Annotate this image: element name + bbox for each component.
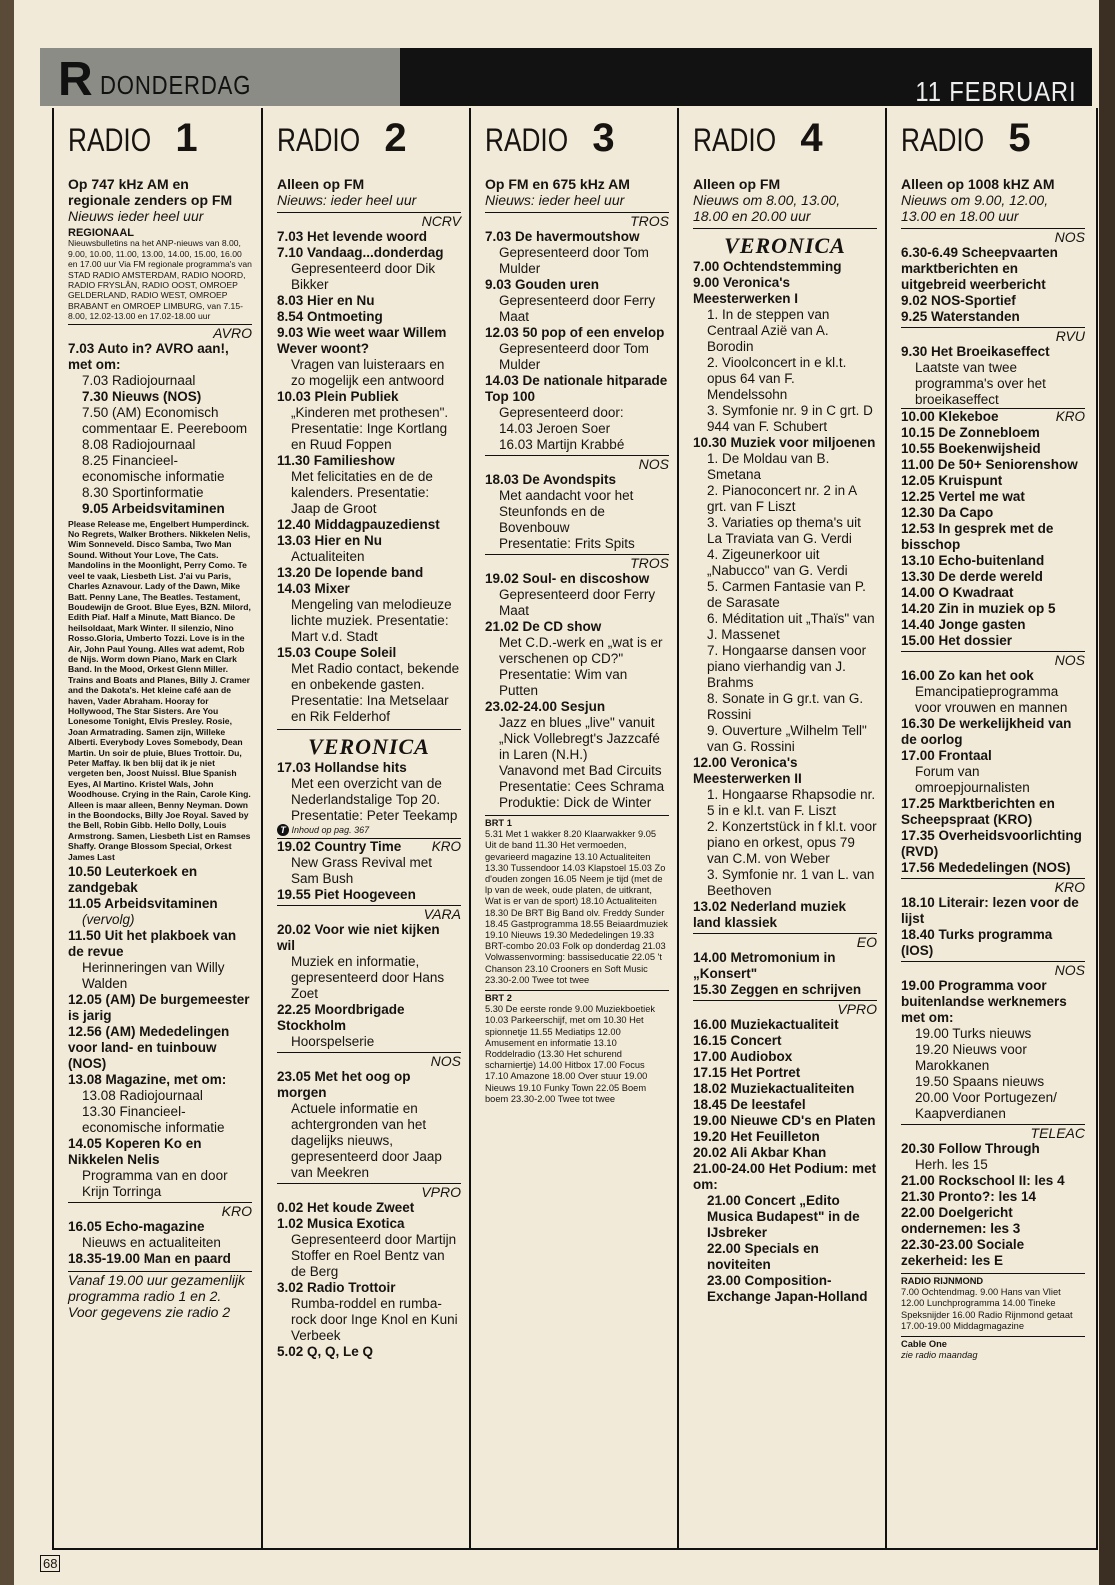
program-entry: 23.05 Met het oog op morgen — [277, 1069, 411, 1100]
program-entry: 14.00 Metromonium in „Konsert" — [693, 950, 836, 981]
program-entry: 22.00 Doelgericht ondernemen: les 3 — [901, 1205, 1021, 1236]
program-desc: Vragen van luisteraars en zo mogelijk een antwoord — [291, 357, 445, 388]
program-entry: 10.30 Muziek voor miljoenen — [693, 435, 876, 450]
program-desc: Nieuws en actualiteiten — [82, 1235, 221, 1251]
sub-entry: 8.30 Sportinformatie — [82, 484, 204, 500]
program-desc: Gepresenteerd door: — [499, 405, 624, 420]
radio1-note: Vanaf 19.00 uur gezamenlijk programma radio 1 en 2. Voor gegevens zie radio 2 — [68, 1271, 252, 1320]
brt2-text: 5.30 De eerste ronde 9.00 Muziekboetiek 10.03 Parkeerschijf, met om 10.30 Het spionnetje 11.55 Mediatips 12.00 Amusement en informatie 13.10 Roddelradio (13.30 Het schurend scharniertje) 14.00 Hitbox 17.00 Focus 17.10 Amazone 18.00 Over stuur 19.00 Nieuws 19.10 Funky Town 22.05 Boem boem 23.30-2.00 Twee tot twee — [485, 1004, 656, 1104]
broadcaster-tag: KRO — [1055, 409, 1085, 424]
program-desc: Produktie: Dick de Winter — [499, 795, 652, 810]
radio4-news: Nieuws om 8.00, 13.00, 18.00 en 20.00 uur — [693, 192, 841, 224]
page-edge-left — [0, 0, 14, 1585]
program-desc: Presentatie: Cees Schrama — [499, 779, 665, 794]
program-entry: 16.00 Muziekactualiteit — [693, 1017, 839, 1032]
regional-heading: REGIONAAL — [68, 227, 134, 239]
station-number: 4 — [800, 116, 823, 160]
sub-entry: 9. Ouverture „Wilhelm Tell" van G. Rossini — [707, 723, 867, 754]
radio2-news: Nieuws: ieder heel uur — [277, 192, 417, 208]
radio3-news: Nieuws: ieder heel uur — [485, 192, 625, 208]
program-entry: 9.02 NOS-Sportief — [901, 293, 1016, 308]
program-desc: Vanavond met Bad Circuits — [499, 763, 662, 778]
sub-entry: 13.08 Radiojournaal — [82, 1088, 203, 1104]
program-entry: 8.54 Ontmoeting — [277, 309, 383, 324]
brt2-heading: BRT 2 — [485, 993, 512, 1004]
program-entry: 19.55 Piet Hoogeveen — [277, 887, 416, 902]
program-entry: 13.03 Hier en Nu — [277, 533, 383, 548]
regional-block — [68, 228, 252, 322]
program-entry: 5.02 Q, Q, Le Q — [277, 1344, 374, 1359]
program-entry: 11.05 Arbeidsvitaminen — [68, 896, 218, 912]
content-reference-text: Inhoud op pag. 367 — [291, 825, 370, 835]
station-name: RADIO — [693, 122, 777, 158]
radio1-news: Nieuws ieder heel uur — [68, 208, 204, 224]
broadcaster-tag: TELEAC — [901, 1124, 1085, 1141]
date-label: 11 FEBRUARI — [914, 76, 1076, 107]
program-entry: 9.03 Wie weet waar Willem Wever woont? — [277, 325, 447, 356]
program-entry: 0.02 Het koude Zweet — [277, 1200, 415, 1215]
sub-entry: 1. In de steppen van Centraal Azië van A. Borodin — [707, 307, 830, 354]
program-desc: Hoorspelserie — [291, 1034, 375, 1049]
broadcaster-tag: RVU — [901, 327, 1085, 344]
program-entry: 20.02 Ali Akbar Khan — [693, 1145, 827, 1160]
sub-entry: 8. Sonate in G gr.t. van G. Rossini — [707, 691, 864, 722]
program-desc: Gepresenteerd door Tom Mulder — [499, 245, 649, 276]
station-name: RADIO — [485, 122, 569, 158]
program-desc: Gepresenteerd door Ferry Maat — [499, 293, 656, 324]
program-entry: 18.02 Muziekactualiteiten — [693, 1081, 855, 1096]
content-reference — [277, 824, 461, 836]
sub-entry: 8.25 Financieel-economische informatie — [82, 452, 225, 484]
broadcaster-tag: NOS — [485, 455, 669, 472]
program-entry: 21.00 Rockschool II: les 4 — [901, 1173, 1065, 1188]
program-entry: 16.15 Concert — [693, 1033, 782, 1048]
radio3-frequency: Op FM en 675 kHz AM — [485, 176, 630, 192]
sub-entry: 4. Zigeunerkoor uit „Nabucco" van G. Verdi — [707, 547, 848, 578]
program-entry: 9.03 Gouden uren — [485, 277, 600, 292]
sub-entry: 23.00 Composition-Exchange Japan-Holland — [707, 1273, 868, 1304]
radio5-column — [887, 108, 1093, 1548]
program-entry: 19.00 Programma voor buitenlandse werknemers met om: — [901, 978, 1067, 1025]
program-desc: „Kinderen met prothesen". Presentatie: Inge Kortlang en Ruud Foppen — [291, 405, 449, 452]
program-desc: Herinneringen van Willy Walden — [82, 960, 225, 992]
program-entry: 14.03 Mixer — [277, 581, 350, 596]
program-entry: 12.56 (AM) Mededelingen voor land- en tuinbouw (NOS) — [68, 1024, 230, 1072]
radio4-column — [679, 108, 885, 1548]
program-entry: 10.00 Klekeboe — [901, 409, 999, 424]
program-entry: 7.03 Auto in? AVRO aan!, met om: — [68, 340, 229, 372]
broadcaster-tag: KRO — [901, 878, 1085, 895]
station-name: RADIO — [277, 122, 361, 158]
sub-entry: 19.50 Spaans nieuws — [915, 1074, 1045, 1089]
program-entry: 18.10 Literair: lezen voor de lijst — [901, 895, 1079, 926]
radio2-column — [263, 108, 469, 1548]
broadcaster-tag: KRO — [431, 839, 461, 854]
brt1-text: 5.31 Met 1 wakker 8.20 Klaarwakker 9.05 Uit de band 11.30 Het vermoeden, gevarieerd magazine 13.10 Actualiteiten 13.30 Tussendoor 14.03 Klapstoel 15.03 Zo d'ouden zongen 16.05 Neem je tijd (met de lp van de week, oude platen, de uitkrant, Wat is er van de sport) 18.10 Actualiteiten 18.30 De BRT Big Band olv. Freddy Sunder 18.45 Gastprogramma 18.55 Beiaardmuziek 19.10 Nieuws 19.30 Mededelingen 19.33 BRT-combo 20.03 Folk op donderdag 21.03 Volwassenvorming: bassiseducatie 22.05 't Chanson 23.10 Crooners en Soft Music 23.30-2.00 Twee tot twee — [485, 829, 668, 985]
sub-entry: 7.03 Radiojournaal — [82, 372, 196, 388]
program-desc: Presentatie: Wim van Putten — [499, 667, 628, 698]
radio5-news: Nieuws om 9.00, 12.00, 13.00 en 18.00 uur — [901, 192, 1049, 224]
sub-entry: 6. Méditation uit „Thaïs" van J. Massenet — [707, 611, 875, 642]
radio3-heading — [485, 118, 669, 176]
sub-entry: 5. Carmen Fantasie van P. de Sarasate — [707, 579, 866, 610]
sub-entry: 20.00 Voor Portugezen/ Kaapverdianen — [915, 1090, 1057, 1121]
program-entry: 12.30 Da Capo — [901, 505, 994, 520]
program-entry: 10.50 Leuterkoek en zandgebak — [68, 864, 198, 896]
program-entry: 6.30-6.49 Scheepvaarten marktberichten en uitgebreid weerbericht — [901, 245, 1058, 292]
program-entry: 19.00 Nieuwe CD's en Platen — [693, 1113, 876, 1128]
program-entry: 14.40 Jonge gasten — [901, 617, 1026, 632]
program-entry: 15.30 Zeggen en schrijven — [693, 982, 862, 997]
sub-entry: 9.05 Arbeidsvitaminen — [82, 500, 225, 516]
program-desc: Rumba-roddel en rumba-rock door Inge Knol en Kuni Verbeek — [291, 1296, 458, 1343]
program-entry: 17.00 Audiobox — [693, 1049, 793, 1064]
program-desc: Gepresenteerd door Tom Mulder — [499, 341, 649, 372]
radio2-frequency: Alleen op FM — [277, 176, 365, 192]
program-desc: Jazz en blues „live" vanuit „Nick Vollebregt's Jazzcafé in Laren (N.H.) — [499, 715, 660, 762]
broadcaster-tag: VPRO — [277, 1183, 461, 1200]
program-entry: 21.02 De CD show — [485, 619, 602, 634]
sub-entry: 13.30 Financieel-economische informatie — [82, 1104, 225, 1136]
program-desc: Actualiteiten — [291, 549, 365, 564]
program-entry: 13.30 De derde wereld — [901, 569, 1043, 584]
sub-entry: 22.00 Specials en noviteiten — [707, 1241, 819, 1272]
broadcaster-tag: NOS — [901, 651, 1085, 668]
program-entry: 11.30 Familieshow — [277, 453, 395, 468]
program-desc: Programma van en door Krijn Torringa — [82, 1168, 228, 1200]
broadcaster-tag: NOS — [901, 961, 1085, 978]
program-entry: 17.35 Overheidsvoorlichting (RVD) — [901, 828, 1082, 859]
sub-entry: 14.03 Jeroen Soer — [499, 421, 611, 436]
page-header — [40, 48, 1092, 106]
program-entry: 17.15 Het Portret — [693, 1065, 801, 1080]
sub-entry: 8.08 Radiojournaal — [82, 436, 196, 452]
program-entry: 13.10 Echo-buitenland — [901, 553, 1045, 568]
program-desc: Met C.D.-werk en „wat is er verschenen op CD?" — [499, 635, 663, 666]
program-desc: (vervolg) — [82, 912, 135, 928]
program-desc: Muziek en informatie, gepresenteerd door Hans Zoet — [291, 954, 445, 1001]
program-entry: 18.03 De Avondspits — [485, 472, 617, 487]
program-entry: 7.00 Ochtendstemming — [693, 259, 842, 274]
program-entry: 9.00 Veronica's Meesterwerken I — [693, 275, 799, 306]
program-desc: Herh. les 15 — [915, 1157, 988, 1172]
program-entry: 18.40 Turks programma (IOS) — [901, 927, 1053, 958]
sub-entry: 21.00 Concert „Edito Musica Budapest" in de IJsbreker — [707, 1193, 860, 1240]
program-entry: 14.00 O Kwadraat — [901, 585, 1014, 600]
radio5-heading — [901, 118, 1085, 176]
program-entry: 3.02 Radio Trottoir — [277, 1280, 396, 1295]
broadcaster-tag: NCRV — [277, 212, 461, 229]
program-entry: 14.03 De nationale hitparade Top 100 — [485, 373, 668, 404]
program-desc: Gepresenteerd door Ferry Maat — [499, 587, 656, 618]
program-desc: New Grass Revival met Sam Bush — [291, 855, 433, 886]
song-list: Please Release me, Engelbert Humperdinck. No Regrets, Walker Brothers. Nikkelen Nelis, Wim Sonneveld. Disco Samba, Two Man Sound. Without Your Love, The Cats. Mandolins in the Moonlight, Perry Como. Te veel te vaak, Liesbeth List. J'ai vu Paris, Charles Aznavour. Lady of the Dawn, Mike Batt. Penny Lane, The Beatles. Testament, Boudewijn de Groot. Blue Eyes, BZN. Milord, Edith Piaf. Half a Minute, Matt Bianco. De heilsoldaat, Mark Winter. Il silenzio, Nino Rosso.Gloria, Umberto Tozzi. Love is in the Air, John Paul Young. Alles wat ademt, Rob de Nijs. Worm down Piano, Mark en Clark Band. In the Mood, Orkest Glenn Miller. Trains and Boats and Planes, Billy J. Cramer and the Dakota's. Het kleine café aan de haven, Vader Abraham. Hooray for Hollywood, The Star Sisters. Are You Lonesome Tonight, Elvis Presley. Rosie, Joan Armatrading. Samen zijn, Willeke Alberti. Everybody Loves Somebody, Dean Martin. Un soir de pluie, Blues Trottoir. Du, Peter Maffay. Ik ben blij dat ik je niet vergeten ben, Joost Nuissl. Blue Spanish Eyes, Al Martino. Kristel Wals, John Woodhouse. Crying in the Rain, Carole King. Alleen is maar alleen, Benny Neyman. Down in the Boondocks, Billy Joe Royal. Saved by the Bell, Robin Gibb. Hello Dolly, Louis Armstrong. Samen, Liesbeth List en Ramses Shaffy. Orange Blossom Special, Orkest James Last — [68, 518, 251, 862]
broadcaster-tag: TROS — [485, 212, 669, 229]
broadcaster-tag: VARA — [277, 905, 461, 922]
radio1-heading — [68, 118, 252, 176]
veronica-logo: VERONICA — [693, 228, 877, 259]
program-entry: 16.00 Zo kan het ook — [901, 668, 1034, 683]
program-entry: 19.20 Het Feuilleton — [693, 1129, 820, 1144]
program-entry: 12.05 (AM) De burgemeester is jarig — [68, 992, 250, 1024]
program-entry: 18.35-19.00 Man en paard — [68, 1251, 231, 1267]
cable-heading: Cable One — [901, 1339, 947, 1350]
program-entry: 20.02 Voor wie niet kijken wil — [277, 922, 440, 953]
program-entry: 10.55 Boekenwijsheid — [901, 441, 1041, 456]
station-number: 5 — [1008, 116, 1031, 160]
info-icon: T — [277, 824, 289, 836]
program-desc: Laatste van twee programma's over het broeikaseffect — [915, 360, 1046, 407]
brt2-block — [485, 990, 669, 1105]
program-entry: 12.03 50 pop of een envelop — [485, 325, 665, 340]
program-entry: 23.02-24.00 Sesjun — [485, 699, 606, 714]
broadcaster-tag: NOS — [901, 228, 1085, 245]
sub-entry: 19.20 Nieuws voor Marokkanen — [915, 1042, 1027, 1073]
broadcaster-tag: TROS — [485, 554, 669, 571]
program-entry: 11.00 De 50+ Seniorenshow — [901, 457, 1078, 472]
sub-entry: 3. Symfonie nr. 1 van L. van Beethoven — [707, 867, 875, 898]
brt1-block — [485, 815, 669, 986]
program-entry: 14.20 Zin in muziek op 5 — [901, 601, 1056, 616]
rijnmond-block — [901, 1273, 1085, 1332]
program-entry: 19.02 Country Time — [277, 839, 402, 854]
program-entry: 15.03 Coupe Soleil — [277, 645, 397, 660]
program-entry: 22.30-23.00 Sociale zekerheid: les E — [901, 1237, 1025, 1268]
program-entry: 12.05 Kruispunt — [901, 473, 1003, 488]
broadcaster-tag: KRO — [68, 1202, 252, 1219]
program-entry: 15.00 Het dossier — [901, 633, 1013, 648]
program-entry: 12.40 Middagpauzedienst — [277, 517, 440, 532]
program-desc: Met een overzicht van de Nederlandstalige Top 20. Presentatie: Peter Teekamp — [291, 776, 458, 823]
program-entry: 12.00 Veronica's Meesterwerken II — [693, 755, 802, 786]
sub-entry: 16.03 Martijn Krabbé — [499, 437, 625, 452]
program-desc: Met felicitaties en de de kalenders. Presentatie: Jaap de Groot — [291, 469, 433, 516]
program-entry: 16.05 Echo-magazine — [68, 1219, 205, 1235]
sub-entry: 3. Variaties op thema's uit La Traviata van G. Verdi — [707, 515, 861, 546]
program-desc: Gepresenteerd door Dik Bikker — [291, 261, 436, 292]
page-edge-right — [1099, 0, 1115, 1585]
sub-entry: 19.00 Turks nieuws — [915, 1026, 1032, 1041]
program-entry: 22.25 Moordbrigade Stockholm — [277, 1002, 405, 1033]
program-entry: 7.10 Vandaag...donderdag — [277, 245, 444, 260]
program-desc: Mengeling van melodieuze lichte muziek. Presentatie: Mart v.d. Stadt — [291, 597, 452, 644]
rijnmond-heading: RADIO RIJNMOND — [901, 1276, 984, 1286]
radio1-frequency: Op 747 kHz AM en regionale zenders op FM — [68, 176, 233, 208]
sub-entry: 2. Vioolconcert in e kl.t. opus 64 van F. Mendelssohn — [707, 355, 847, 402]
program-entry: 20.30 Follow Through — [901, 1141, 1040, 1156]
station-number: 3 — [592, 116, 615, 160]
station-number: 1 — [175, 116, 198, 160]
radio2-heading — [277, 118, 461, 176]
program-entry: 7.03 De havermoutshow — [485, 229, 640, 244]
station-number: 2 — [384, 116, 407, 160]
program-entry: 7.03 Het levende woord — [277, 229, 428, 244]
program-entry: 11.50 Uit het plakboek van de revue — [68, 928, 237, 960]
sub-entry: 1. Hongaarse Rhapsodie nr. 5 in e kl.t. van F. Liszt — [707, 787, 876, 818]
sub-entry: 2. Pianoconcert nr. 2 in A grt. van F Liszt — [707, 483, 857, 514]
program-entry: 17.00 Frontaal — [901, 748, 992, 763]
cable-text: zie radio maandag — [901, 1350, 978, 1361]
page-number: 68 — [40, 1555, 60, 1572]
radio4-heading — [693, 118, 877, 176]
sub-entry: 2. Konzertstück in f kl.t. voor piano en orkest, opus 79 van C.M. von Weber — [707, 819, 877, 866]
radio1-column — [54, 108, 260, 1548]
broadcaster-tag: AVRO — [68, 324, 252, 341]
veronica-logo: VERONICA — [277, 729, 461, 760]
program-entry: 10.03 Plein Publiek — [277, 389, 399, 404]
broadcaster-tag: EO — [693, 933, 877, 950]
sub-entry: 7.30 Nieuws (NOS) — [82, 388, 202, 404]
program-desc: Met Radio contact, bekende en onbekende gasten. Presentatie: Ina Metselaar en Rik Felderhof — [291, 661, 460, 724]
broadcaster-tag: NOS — [277, 1052, 461, 1069]
program-entry: 8.03 Hier en Nu — [277, 293, 375, 308]
radio5-frequency: Alleen op 1008 kHZ AM — [901, 176, 1055, 192]
program-entry: 9.25 Waterstanden — [901, 309, 1020, 324]
program-entry: 10.15 De Zonnebloem — [901, 425, 1040, 440]
program-entry: 21.30 Pronto?: les 14 — [901, 1189, 1037, 1204]
program-desc: Emancipatieprogramma voor vrouwen en mannen — [915, 684, 1068, 715]
rijnmond-text: 7.00 Ochtendmag. 9.00 Hans van Vliet 12.00 Lunchprogramma 14.00 Tineke Speksnijder 16.00 Radio Rijnmond getaat 17.00-19.00 Middagmagazine — [901, 1287, 1073, 1331]
program-entry: 13.20 De lopende band — [277, 565, 424, 580]
program-entry: 16.30 De werkelijkheid van de oorlog — [901, 716, 1072, 747]
radio3-column — [471, 108, 677, 1548]
program-entry: 17.03 Hollandse hits — [277, 760, 407, 775]
program-desc: Presentatie: Frits Spits — [499, 536, 635, 551]
program-entry: 13.08 Magazine, met om: — [68, 1072, 227, 1088]
broadcaster-tag: VPRO — [693, 1000, 877, 1017]
program-entry: 17.56 Mededelingen (NOS) — [901, 860, 1071, 875]
sub-entry: 7.50 (AM) Economisch commentaar E. Peereboom — [82, 404, 248, 436]
station-name: RADIO — [901, 122, 985, 158]
program-entry: 12.25 Vertel me wat — [901, 489, 1025, 504]
brt1-heading: BRT 1 — [485, 818, 512, 828]
sub-entry: 3. Symfonie nr. 9 in C grt. D 944 van F. Schubert — [707, 403, 873, 434]
weekday-label: DONDERDAG — [100, 70, 252, 100]
sub-entry: 1. De Moldau van B. Smetana — [707, 451, 830, 482]
program-entry: 17.25 Marktberichten en Scheepspraat (KRO) — [901, 796, 1055, 827]
sub-entry: 7. Hongaarse dansen voor piano vierhandig van J. Brahms — [707, 643, 867, 690]
section-letter: R — [58, 53, 93, 106]
program-entry: 14.05 Koperen Ko en Nikkelen Nelis — [68, 1136, 202, 1168]
program-entry: 21.00-24.00 Het Podium: met om: — [693, 1161, 877, 1192]
program-entry: 9.30 Het Broeikaseffect — [901, 344, 1050, 359]
cable-block — [901, 1336, 1085, 1361]
radio4-frequency: Alleen op FM — [693, 176, 781, 192]
program-desc: Met aandacht voor het Steunfonds en de Bovenbouw — [499, 488, 634, 535]
station-name: RADIO — [68, 122, 152, 158]
program-entry: 1.02 Musica Exotica — [277, 1216, 405, 1231]
program-entry: 12.53 In gesprek met de bisschop — [901, 521, 1054, 552]
program-desc: Forum van omroepjournalisten — [915, 764, 1030, 795]
program-desc: Actuele informatie en achtergronden van het dagelijks nieuws, gepresenteerd door Jaap van Meekren — [291, 1101, 442, 1180]
program-entry: 13.02 Nederland muziek land klassiek — [693, 899, 847, 930]
program-desc: Gepresenteerd door Martijn Stoffer en Roel Bentz van de Berg — [291, 1232, 457, 1279]
program-entry: 18.45 De leestafel — [693, 1097, 806, 1112]
program-entry: 19.02 Soul- en discoshow — [485, 571, 650, 586]
regional-text: Nieuwsbulletins na het ANP-nieuws van 8.00, 9.00, 10.00, 11.00, 13.00, 14.00, 15.00, 16.00 en 17.00 uur Via FM regionale programma's van STAD RADIO AMSTERDAM, RADIO NOORD, RADIO FRYSLÂN, RADIO OOST, OMROEP GELDERLAND, RADIO WEST, OMROEP BRABANT en OMROEP LIMBURG, van 7.15-8.00, 12.02-13.00 en 17.02-18.00 uur — [68, 238, 252, 322]
